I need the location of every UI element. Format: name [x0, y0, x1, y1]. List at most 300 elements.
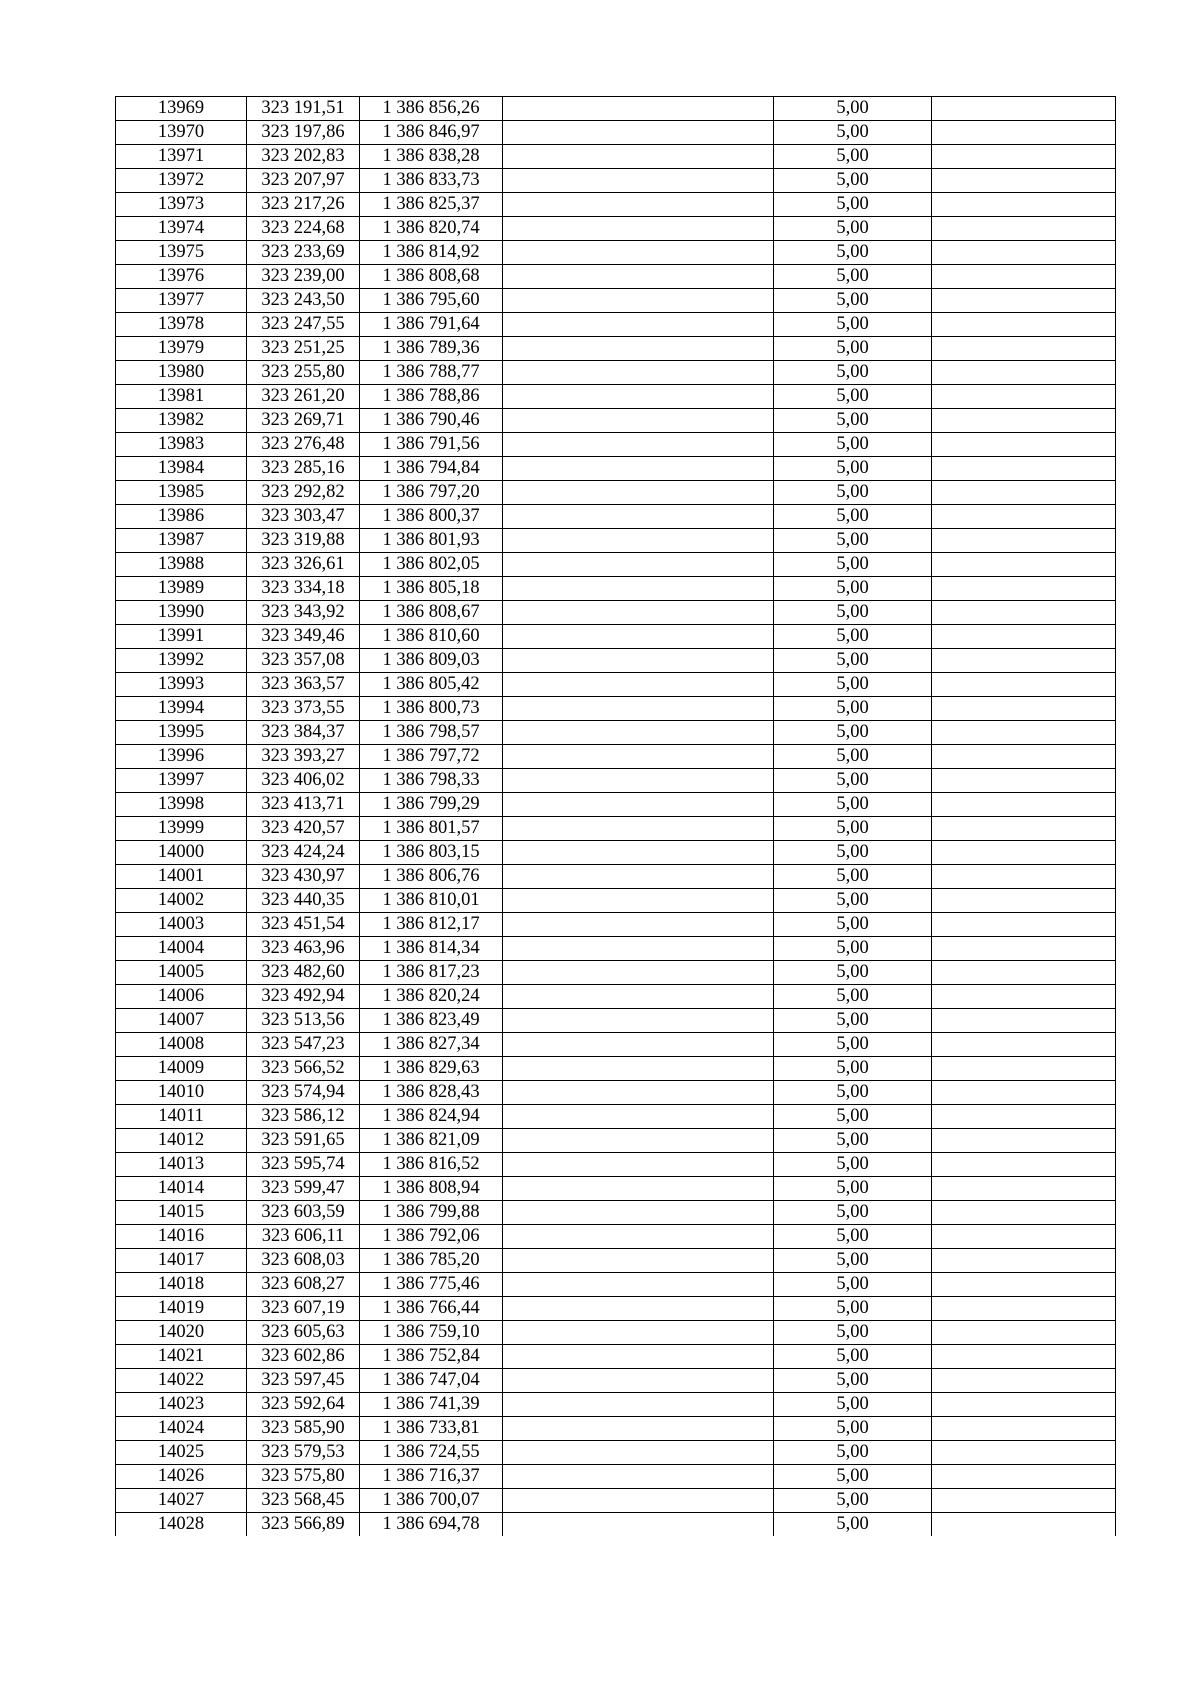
point-number-cell: 13980: [116, 361, 247, 385]
value-cell: 5,00: [774, 721, 932, 745]
empty-cell: [503, 1225, 774, 1249]
x-coordinate-cell: 323 592,64: [247, 1393, 360, 1417]
value-cell: 5,00: [774, 1273, 932, 1297]
x-coordinate-cell: 323 343,92: [247, 601, 360, 625]
y-coordinate-cell: 1 386 810,60: [360, 625, 503, 649]
empty-cell: [932, 1081, 1116, 1105]
table-row: [116, 1201, 1116, 1225]
table-row: [116, 793, 1116, 817]
y-coordinate-cell: 1 386 825,37: [360, 193, 503, 217]
empty-cell: [932, 457, 1116, 481]
y-coordinate-cell: 1 386 805,42: [360, 673, 503, 697]
value-cell: 5,00: [774, 1297, 932, 1321]
y-coordinate-cell: 1 386 759,10: [360, 1321, 503, 1345]
value-cell: 5,00: [774, 793, 932, 817]
point-number-cell: 13972: [116, 169, 247, 193]
x-coordinate-cell: 323 255,80: [247, 361, 360, 385]
x-coordinate-cell: 323 207,97: [247, 169, 360, 193]
table-row: [116, 217, 1116, 241]
empty-cell: [503, 745, 774, 769]
point-number-cell: 13989: [116, 577, 247, 601]
table-row: [116, 337, 1116, 361]
value-cell: 5,00: [774, 889, 932, 913]
x-coordinate-cell: 323 217,26: [247, 193, 360, 217]
x-coordinate-cell: 323 373,55: [247, 697, 360, 721]
y-coordinate-cell: 1 386 829,63: [360, 1057, 503, 1081]
y-coordinate-cell: 1 386 802,05: [360, 553, 503, 577]
empty-cell: [503, 769, 774, 793]
y-coordinate-cell: 1 386 791,64: [360, 313, 503, 337]
value-cell: 5,00: [774, 457, 932, 481]
empty-cell: [932, 817, 1116, 841]
x-coordinate-cell: 323 334,18: [247, 577, 360, 601]
x-coordinate-cell: 323 602,86: [247, 1345, 360, 1369]
empty-cell: [503, 169, 774, 193]
x-coordinate-cell: 323 597,45: [247, 1369, 360, 1393]
point-number-cell: 14007: [116, 1009, 247, 1033]
empty-cell: [932, 673, 1116, 697]
table-row: [116, 649, 1116, 673]
y-coordinate-cell: 1 386 820,24: [360, 985, 503, 1009]
point-number-cell: 14002: [116, 889, 247, 913]
point-number-cell: 13977: [116, 289, 247, 313]
y-coordinate-cell: 1 386 791,56: [360, 433, 503, 457]
point-number-cell: 13985: [116, 481, 247, 505]
value-cell: 5,00: [774, 1033, 932, 1057]
point-number-cell: 14011: [116, 1105, 247, 1129]
table-row: [116, 1369, 1116, 1393]
empty-cell: [503, 97, 774, 121]
empty-cell: [932, 241, 1116, 265]
x-coordinate-cell: 323 591,65: [247, 1129, 360, 1153]
empty-cell: [932, 1441, 1116, 1465]
value-cell: 5,00: [774, 217, 932, 241]
empty-cell: [503, 361, 774, 385]
value-cell: 5,00: [774, 289, 932, 313]
x-coordinate-cell: 323 413,71: [247, 793, 360, 817]
table-row: [116, 97, 1116, 121]
point-number-cell: 14015: [116, 1201, 247, 1225]
empty-cell: [932, 481, 1116, 505]
x-coordinate-cell: 323 463,96: [247, 937, 360, 961]
empty-cell: [503, 385, 774, 409]
value-cell: 5,00: [774, 313, 932, 337]
empty-cell: [503, 1201, 774, 1225]
empty-cell: [932, 145, 1116, 169]
empty-cell: [503, 889, 774, 913]
point-number-cell: 13994: [116, 697, 247, 721]
point-number-cell: 13983: [116, 433, 247, 457]
table-row: [116, 1129, 1116, 1153]
empty-cell: [503, 1009, 774, 1033]
x-coordinate-cell: 323 568,45: [247, 1489, 360, 1513]
empty-cell: [503, 553, 774, 577]
y-coordinate-cell: 1 386 846,97: [360, 121, 503, 145]
value-cell: 5,00: [774, 1081, 932, 1105]
table-row: [116, 961, 1116, 985]
y-coordinate-cell: 1 386 716,37: [360, 1465, 503, 1489]
value-cell: 5,00: [774, 505, 932, 529]
value-cell: 5,00: [774, 145, 932, 169]
value-cell: 5,00: [774, 1321, 932, 1345]
x-coordinate-cell: 323 574,94: [247, 1081, 360, 1105]
empty-cell: [503, 265, 774, 289]
x-coordinate-cell: 323 276,48: [247, 433, 360, 457]
empty-cell: [503, 241, 774, 265]
table-row: [116, 1489, 1116, 1513]
empty-cell: [932, 1489, 1116, 1513]
point-number-cell: 14017: [116, 1249, 247, 1273]
x-coordinate-cell: 323 482,60: [247, 961, 360, 985]
point-number-cell: 14018: [116, 1273, 247, 1297]
y-coordinate-cell: 1 386 794,84: [360, 457, 503, 481]
empty-cell: [932, 337, 1116, 361]
table-row: [116, 817, 1116, 841]
x-coordinate-cell: 323 251,25: [247, 337, 360, 361]
value-cell: 5,00: [774, 193, 932, 217]
x-coordinate-cell: 323 269,71: [247, 409, 360, 433]
point-number-cell: 13970: [116, 121, 247, 145]
x-coordinate-cell: 323 384,37: [247, 721, 360, 745]
point-number-cell: 13992: [116, 649, 247, 673]
y-coordinate-cell: 1 386 814,92: [360, 241, 503, 265]
empty-cell: [932, 169, 1116, 193]
empty-cell: [503, 1105, 774, 1129]
table-row: [116, 529, 1116, 553]
empty-cell: [932, 1321, 1116, 1345]
empty-cell: [932, 1153, 1116, 1177]
y-coordinate-cell: 1 386 789,36: [360, 337, 503, 361]
y-coordinate-cell: 1 386 795,60: [360, 289, 503, 313]
x-coordinate-cell: 323 595,74: [247, 1153, 360, 1177]
value-cell: 5,00: [774, 1513, 932, 1537]
table-row: [116, 889, 1116, 913]
empty-cell: [503, 985, 774, 1009]
value-cell: 5,00: [774, 1489, 932, 1513]
point-number-cell: 13993: [116, 673, 247, 697]
empty-cell: [503, 457, 774, 481]
y-coordinate-cell: 1 386 808,67: [360, 601, 503, 625]
empty-cell: [503, 433, 774, 457]
table-row: [116, 1345, 1116, 1369]
value-cell: 5,00: [774, 649, 932, 673]
empty-cell: [932, 1129, 1116, 1153]
x-coordinate-cell: 323 349,46: [247, 625, 360, 649]
point-number-cell: 14025: [116, 1441, 247, 1465]
x-coordinate-cell: 323 424,24: [247, 841, 360, 865]
point-number-cell: 14009: [116, 1057, 247, 1081]
table-row: [116, 457, 1116, 481]
point-number-cell: 13995: [116, 721, 247, 745]
y-coordinate-cell: 1 386 821,09: [360, 1129, 503, 1153]
y-coordinate-cell: 1 386 788,86: [360, 385, 503, 409]
y-coordinate-cell: 1 386 733,81: [360, 1417, 503, 1441]
table-row: [116, 121, 1116, 145]
point-number-cell: 14008: [116, 1033, 247, 1057]
x-coordinate-cell: 323 492,94: [247, 985, 360, 1009]
empty-cell: [932, 649, 1116, 673]
value-cell: 5,00: [774, 745, 932, 769]
y-coordinate-cell: 1 386 798,57: [360, 721, 503, 745]
point-number-cell: 14005: [116, 961, 247, 985]
table-row: [116, 1321, 1116, 1345]
empty-cell: [503, 1177, 774, 1201]
value-cell: 5,00: [774, 1129, 932, 1153]
point-number-cell: 14000: [116, 841, 247, 865]
empty-cell: [932, 553, 1116, 577]
empty-cell: [932, 721, 1116, 745]
empty-cell: [932, 1369, 1116, 1393]
empty-cell: [503, 217, 774, 241]
empty-cell: [932, 505, 1116, 529]
table-row: [116, 697, 1116, 721]
value-cell: 5,00: [774, 1417, 932, 1441]
x-coordinate-cell: 323 513,56: [247, 1009, 360, 1033]
empty-cell: [503, 1369, 774, 1393]
point-number-cell: 14010: [116, 1081, 247, 1105]
value-cell: 5,00: [774, 1057, 932, 1081]
x-coordinate-cell: 323 575,80: [247, 1465, 360, 1489]
point-number-cell: 14016: [116, 1225, 247, 1249]
empty-cell: [503, 841, 774, 865]
point-number-cell: 13976: [116, 265, 247, 289]
value-cell: 5,00: [774, 697, 932, 721]
y-coordinate-cell: 1 386 799,88: [360, 1201, 503, 1225]
y-coordinate-cell: 1 386 799,29: [360, 793, 503, 817]
x-coordinate-cell: 323 247,55: [247, 313, 360, 337]
point-number-cell: 14006: [116, 985, 247, 1009]
empty-cell: [503, 409, 774, 433]
empty-cell: [503, 913, 774, 937]
x-coordinate-cell: 323 566,52: [247, 1057, 360, 1081]
empty-cell: [932, 121, 1116, 145]
x-coordinate-cell: 323 243,50: [247, 289, 360, 313]
x-coordinate-cell: 323 224,68: [247, 217, 360, 241]
y-coordinate-cell: 1 386 775,46: [360, 1273, 503, 1297]
point-number-cell: 13997: [116, 769, 247, 793]
y-coordinate-cell: 1 386 824,94: [360, 1105, 503, 1129]
table-row: [116, 433, 1116, 457]
x-coordinate-cell: 323 603,59: [247, 1201, 360, 1225]
value-cell: 5,00: [774, 1105, 932, 1129]
x-coordinate-cell: 323 202,83: [247, 145, 360, 169]
value-cell: 5,00: [774, 1249, 932, 1273]
point-number-cell: 13978: [116, 313, 247, 337]
y-coordinate-cell: 1 386 801,57: [360, 817, 503, 841]
empty-cell: [932, 865, 1116, 889]
empty-cell: [932, 385, 1116, 409]
point-number-cell: 13987: [116, 529, 247, 553]
point-number-cell: 13975: [116, 241, 247, 265]
empty-cell: [503, 793, 774, 817]
empty-cell: [503, 529, 774, 553]
y-coordinate-cell: 1 386 797,20: [360, 481, 503, 505]
x-coordinate-cell: 323 261,20: [247, 385, 360, 409]
x-coordinate-cell: 323 451,54: [247, 913, 360, 937]
table-row: [116, 673, 1116, 697]
x-coordinate-cell: 323 319,88: [247, 529, 360, 553]
empty-cell: [503, 1273, 774, 1297]
coordinates-table-body: [116, 97, 1116, 1537]
empty-cell: [503, 865, 774, 889]
y-coordinate-cell: 1 386 809,03: [360, 649, 503, 673]
empty-cell: [932, 1249, 1116, 1273]
value-cell: 5,00: [774, 169, 932, 193]
value-cell: 5,00: [774, 937, 932, 961]
empty-cell: [932, 1057, 1116, 1081]
y-coordinate-cell: 1 386 808,68: [360, 265, 503, 289]
x-coordinate-cell: 323 363,57: [247, 673, 360, 697]
point-number-cell: 13979: [116, 337, 247, 361]
y-coordinate-cell: 1 386 816,52: [360, 1153, 503, 1177]
point-number-cell: 14027: [116, 1489, 247, 1513]
value-cell: 5,00: [774, 1369, 932, 1393]
empty-cell: [932, 1201, 1116, 1225]
table-row: [116, 601, 1116, 625]
y-coordinate-cell: 1 386 823,49: [360, 1009, 503, 1033]
empty-cell: [503, 1033, 774, 1057]
x-coordinate-cell: 323 239,00: [247, 265, 360, 289]
empty-cell: [932, 193, 1116, 217]
y-coordinate-cell: 1 386 801,93: [360, 529, 503, 553]
empty-cell: [932, 937, 1116, 961]
empty-cell: [503, 193, 774, 217]
empty-cell: [932, 793, 1116, 817]
x-coordinate-cell: 323 191,51: [247, 97, 360, 121]
coordinates-table: [115, 96, 1116, 1536]
empty-cell: [932, 265, 1116, 289]
table-row: [116, 841, 1116, 865]
table-row: [116, 313, 1116, 337]
point-number-cell: 13991: [116, 625, 247, 649]
y-coordinate-cell: 1 386 814,34: [360, 937, 503, 961]
empty-cell: [932, 841, 1116, 865]
x-coordinate-cell: 323 197,86: [247, 121, 360, 145]
y-coordinate-cell: 1 386 766,44: [360, 1297, 503, 1321]
empty-cell: [503, 481, 774, 505]
table-row: [116, 409, 1116, 433]
empty-cell: [932, 913, 1116, 937]
empty-cell: [503, 1513, 774, 1537]
y-coordinate-cell: 1 386 785,20: [360, 1249, 503, 1273]
empty-cell: [932, 1345, 1116, 1369]
value-cell: 5,00: [774, 985, 932, 1009]
table-row: [116, 865, 1116, 889]
empty-cell: [503, 1153, 774, 1177]
value-cell: 5,00: [774, 1465, 932, 1489]
value-cell: 5,00: [774, 673, 932, 697]
value-cell: 5,00: [774, 913, 932, 937]
empty-cell: [932, 1225, 1116, 1249]
value-cell: 5,00: [774, 577, 932, 601]
empty-cell: [932, 529, 1116, 553]
table-row: [116, 577, 1116, 601]
value-cell: 5,00: [774, 841, 932, 865]
empty-cell: [503, 1345, 774, 1369]
empty-cell: [932, 577, 1116, 601]
x-coordinate-cell: 323 393,27: [247, 745, 360, 769]
y-coordinate-cell: 1 386 838,28: [360, 145, 503, 169]
point-number-cell: 13971: [116, 145, 247, 169]
y-coordinate-cell: 1 386 812,17: [360, 913, 503, 937]
y-coordinate-cell: 1 386 820,74: [360, 217, 503, 241]
x-coordinate-cell: 323 406,02: [247, 769, 360, 793]
value-cell: 5,00: [774, 265, 932, 289]
empty-cell: [503, 1321, 774, 1345]
y-coordinate-cell: 1 386 856,26: [360, 97, 503, 121]
table-row: [116, 1033, 1116, 1057]
empty-cell: [932, 1177, 1116, 1201]
point-number-cell: 14022: [116, 1369, 247, 1393]
table-row: [116, 1081, 1116, 1105]
x-coordinate-cell: 323 430,97: [247, 865, 360, 889]
point-number-cell: 13988: [116, 553, 247, 577]
y-coordinate-cell: 1 386 805,18: [360, 577, 503, 601]
x-coordinate-cell: 323 608,27: [247, 1273, 360, 1297]
table-row: [116, 1297, 1116, 1321]
table-row: [116, 145, 1116, 169]
table-row: [116, 625, 1116, 649]
empty-cell: [932, 625, 1116, 649]
table-row: [116, 1441, 1116, 1465]
point-number-cell: 13973: [116, 193, 247, 217]
empty-cell: [503, 313, 774, 337]
empty-cell: [932, 769, 1116, 793]
x-coordinate-cell: 323 233,69: [247, 241, 360, 265]
x-coordinate-cell: 323 357,08: [247, 649, 360, 673]
empty-cell: [932, 97, 1116, 121]
x-coordinate-cell: 323 547,23: [247, 1033, 360, 1057]
empty-cell: [932, 1009, 1116, 1033]
empty-cell: [503, 601, 774, 625]
empty-cell: [932, 889, 1116, 913]
x-coordinate-cell: 323 566,89: [247, 1513, 360, 1537]
table-row: [116, 1513, 1116, 1537]
point-number-cell: 14014: [116, 1177, 247, 1201]
table-row: [116, 385, 1116, 409]
empty-cell: [932, 1393, 1116, 1417]
x-coordinate-cell: 323 599,47: [247, 1177, 360, 1201]
value-cell: 5,00: [774, 529, 932, 553]
y-coordinate-cell: 1 386 808,94: [360, 1177, 503, 1201]
empty-cell: [932, 697, 1116, 721]
value-cell: 5,00: [774, 625, 932, 649]
value-cell: 5,00: [774, 361, 932, 385]
empty-cell: [932, 1297, 1116, 1321]
point-number-cell: 14028: [116, 1513, 247, 1537]
value-cell: 5,00: [774, 1153, 932, 1177]
table-row: [116, 481, 1116, 505]
empty-cell: [503, 937, 774, 961]
empty-cell: [932, 1273, 1116, 1297]
empty-cell: [932, 745, 1116, 769]
x-coordinate-cell: 323 608,03: [247, 1249, 360, 1273]
y-coordinate-cell: 1 386 747,04: [360, 1369, 503, 1393]
table-row: [116, 1417, 1116, 1441]
table-row: [116, 193, 1116, 217]
value-cell: 5,00: [774, 817, 932, 841]
y-coordinate-cell: 1 386 724,55: [360, 1441, 503, 1465]
x-coordinate-cell: 323 440,35: [247, 889, 360, 913]
empty-cell: [503, 1417, 774, 1441]
y-coordinate-cell: 1 386 833,73: [360, 169, 503, 193]
point-number-cell: 14004: [116, 937, 247, 961]
table-row: [116, 721, 1116, 745]
value-cell: 5,00: [774, 121, 932, 145]
table-row: [116, 553, 1116, 577]
empty-cell: [932, 1417, 1116, 1441]
point-number-cell: 13986: [116, 505, 247, 529]
